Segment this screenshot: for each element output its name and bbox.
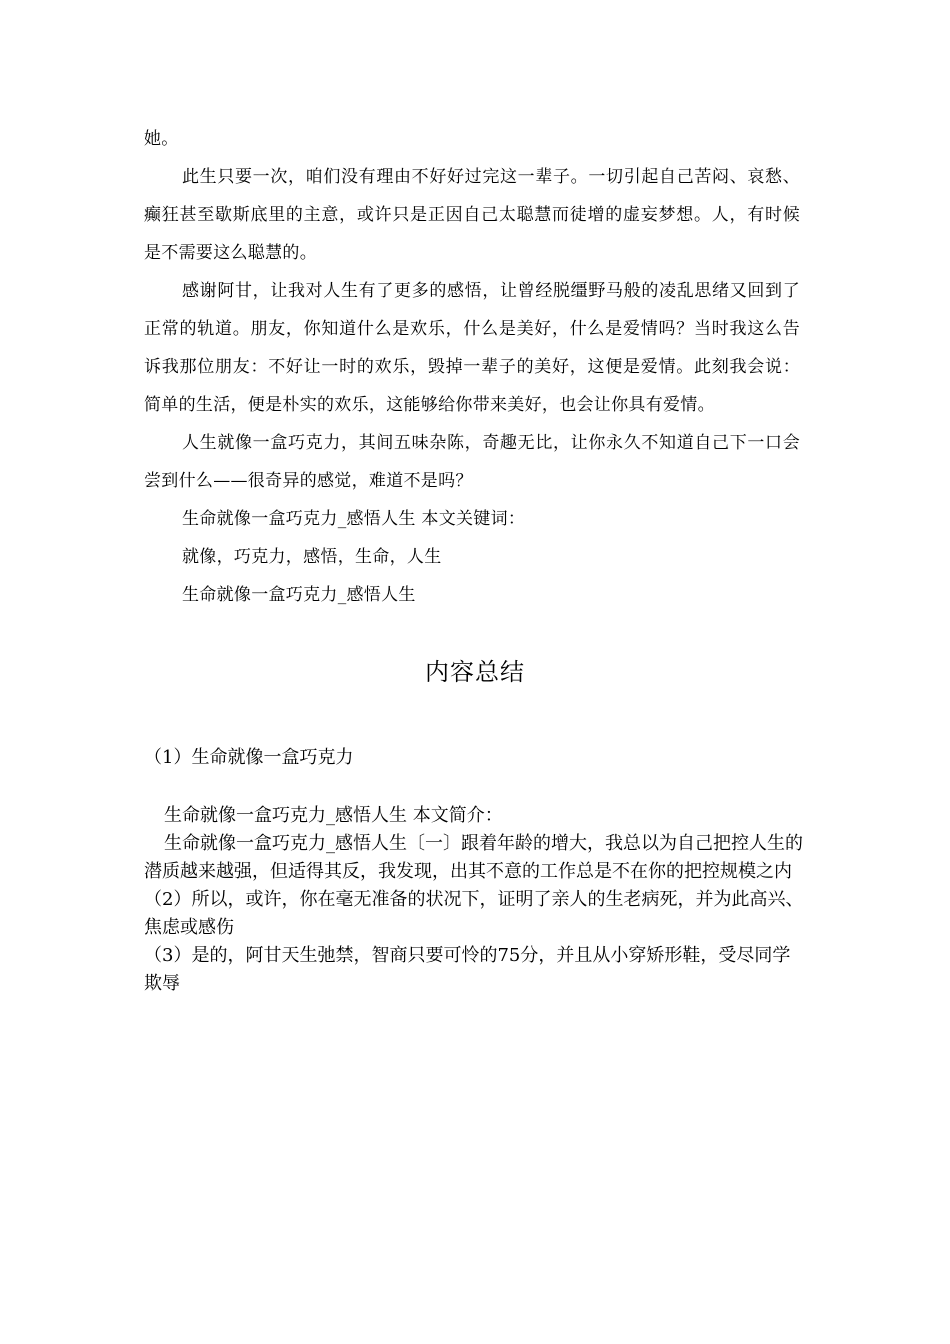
summary-item-3: （3）是的，阿甘天生弛禁，智商只要可怜的75分，并且从小穿矫形鞋，受尽同学欺辱	[144, 945, 791, 994]
paragraph-continuation: 她。	[144, 129, 179, 149]
summary-intro-text: 生命就像一盒巧克力_感悟人生〔一〕跟着年龄的增大，我总以为自己把控人生的潜质越来越强，但适得其反，我发现，出其不意的工作总是不在你的把控规模之内	[144, 833, 803, 882]
paragraph: 此生只要一次，咱们没有理由不好好过完这一辈子。一切引起自己苦闷、哀愁、癫狂甚至歇斯底里的主意，或许只是正因自己太聪慧而徒增的虚妄梦想。人，有时候是不需要这么聪慧的。	[144, 167, 800, 263]
article-body	[144, 120, 800, 614]
paragraph: 人生就像一盒巧克力，其间五味杂陈，奇趣无比，让你永久不知道自己下一口会尝到什么——很奇异的感觉，难道不是吗？	[144, 433, 800, 491]
summary-section	[144, 744, 806, 998]
article-title-footer: 生命就像一盒巧克力_感悟人生	[182, 585, 416, 605]
summary-heading: 内容总结	[425, 658, 525, 686]
keywords-list: 就像，巧克力，感悟，生命，人生	[182, 547, 442, 567]
summary-item-1: （1）生命就像一盒巧克力	[144, 747, 354, 768]
keywords-label: 生命就像一盒巧克力_感悟人生 本文关键词：	[182, 509, 526, 529]
summary-item-2: （2）所以，或许，你在毫无准备的状况下，证明了亲人的生老病死，并为此高兴、焦虑或感伤	[144, 889, 804, 938]
summary-intro-label: 生命就像一盒巧克力_感悟人生 本文简介：	[164, 805, 503, 826]
paragraph: 感谢阿甘，让我对人生有了更多的感悟，让曾经脱缰野马般的凌乱思绪又回到了正常的轨道。朋友，你知道什么是欢乐，什么是美好，什么是爱情吗？当时我这么告诉我那位朋友：不好让一时的欢乐，毁掉一辈子的美好，这便是爱情。此刻我会说：简单的生活，便是朴实的欢乐，这能够给你带来美好，也会让你具有爱情。	[144, 281, 800, 415]
